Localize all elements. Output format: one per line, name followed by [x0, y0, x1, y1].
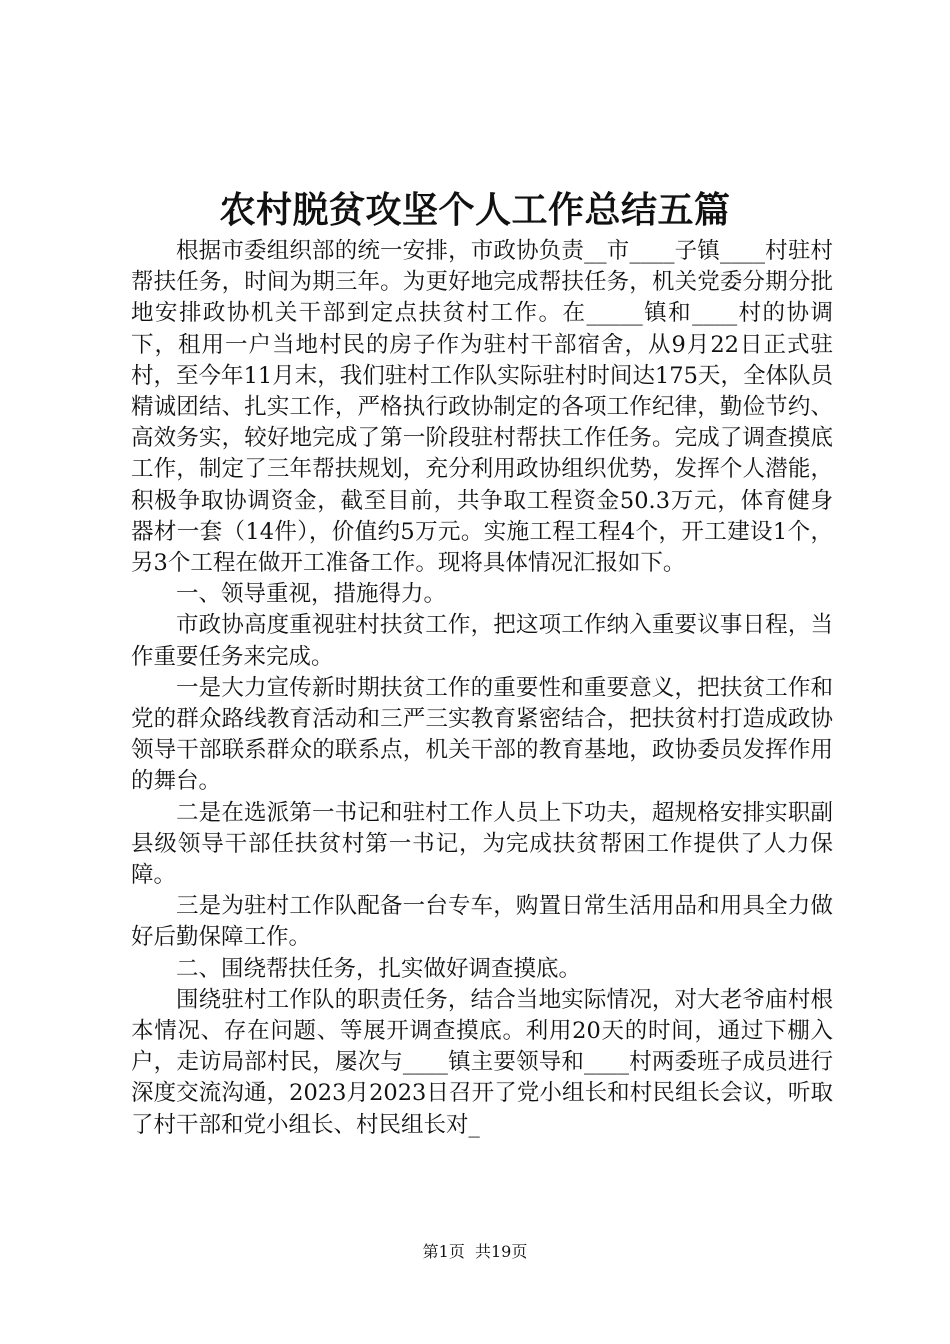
section-heading-2: 二、围绕帮扶任务，扎实做好调查摸底。 [176, 955, 582, 982]
document-body [131, 236, 833, 1141]
section-heading-1: 一、领导重视，措施得力。 [176, 581, 447, 608]
paragraph: 三是为驻村工作队配备一台专车，购置日常生活用品和用具全力做好后勤保障工作。 [131, 893, 833, 951]
document-title: 农村脱贫攻坚个人工作总结五篇 [219, 189, 731, 231]
paragraph: 围绕驻村工作队的职责任务，结合当地实际情况，对大老爷庙村根本情况、存在问题、等展开调查摸底。利用20天的时间，通过下棚入户，走访局部村民，屡次与____镇主要领导和____村两委班子成员进行深度交流沟通，2023月2023日召开了党小组长和村民组长会议，听取了村干部和党小组长、村民组长对_ [131, 986, 833, 1138]
paragraph-intro: 根据市委组织部的统一安排，市政协负责__市____子镇____村驻村帮扶任务，时间为期三年。为更好地完成帮扶任务，机关党委分期分批地安排政协机关干部到定点扶贫村工作。在_____镇和____村的协调下，租用一户当地村民的房子作为驻村干部宿舍，从9月22日正式驻村，至今年11月末，我们驻村工作队实际驻村时间达175天，全体队员精诚团结、扎实工作，严格执行政协制定的各项工作纪律，勤俭节约、高效务实，较好地完成了第一阶段驻村帮扶工作任务。完成了调查摸底工作，制定了三年帮扶规划，充分利用政协组织优势，发挥个人潜能，积极争取协调资金，截至目前，共争取工程资金50.3万元，体育健身器材一套（14件），价值约5万元。实施工程工程4个，开工建设1个，另3个工程在做开工准备工作。现将具体情况汇报如下。 [131, 238, 833, 577]
paragraph: 市政协高度重视驻村扶贫工作，把这项工作纳入重要议事日程，当作重要任务来完成。 [131, 612, 833, 670]
paragraph: 一是大力宣传新时期扶贫工作的重要性和重要意义，把扶贫工作和党的群众路线教育活动和三严三实教育紧密结合，把扶贫村打造成政协领导干部联系群众的联系点，机关干部的教育基地，政协委员发挥作用的舞台。 [131, 674, 833, 795]
paragraph: 二是在选派第一书记和驻村工作人员上下功夫，超规格安排实职副县级领导干部任扶贫村第一书记，为完成扶贫帮困工作提供了人力保障。 [131, 799, 833, 889]
page-footer: 第1页 共19页 [422, 1242, 528, 1261]
